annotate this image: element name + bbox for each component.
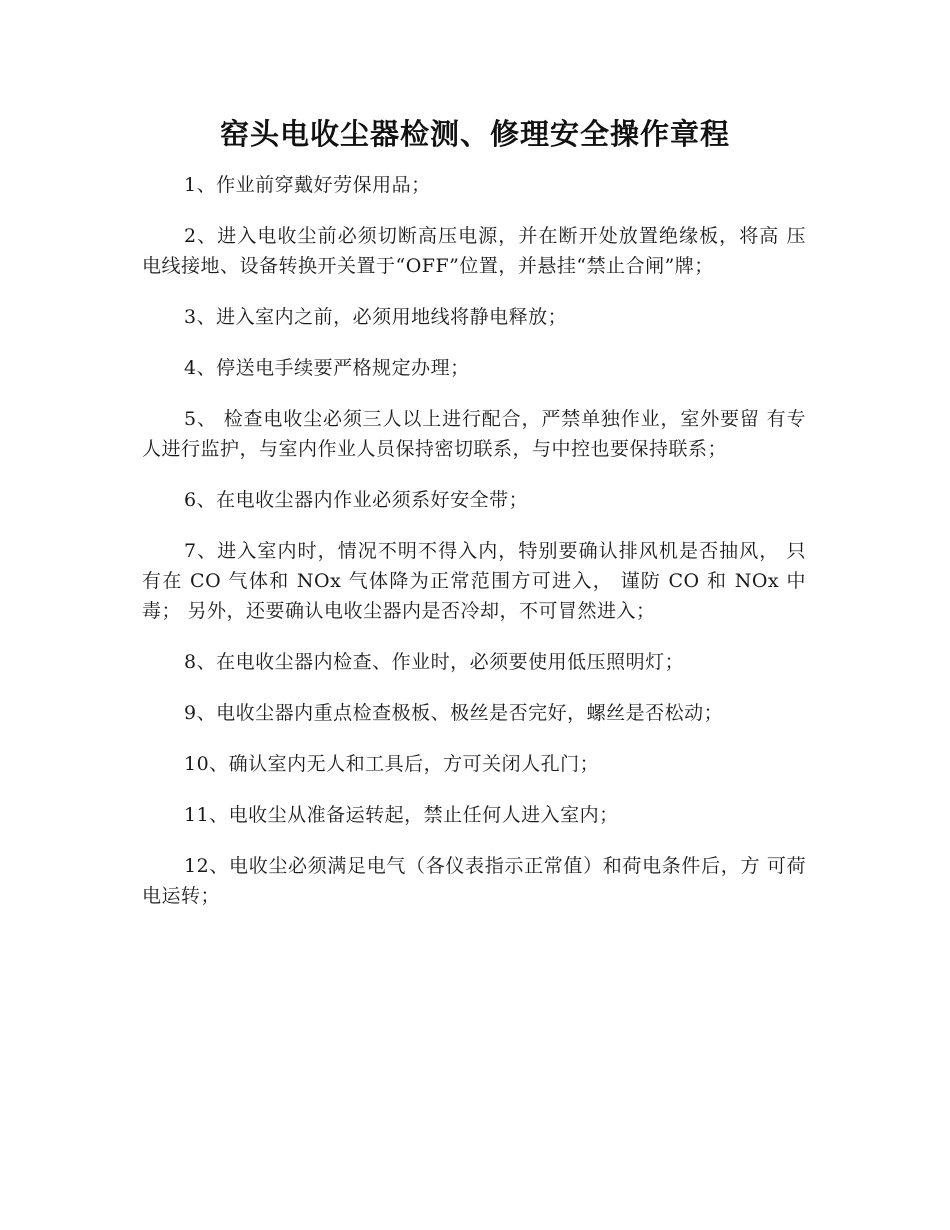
paragraph-6: 6、在电收尘器内作业必须系好安全带； xyxy=(184,489,529,511)
paragraph-5: 5、 检查电收尘必须三人以上进行配合，严禁单独作业，室外要留 有专人进行监护，与室内作业人员保持密切联系，与中控也要保持联系； xyxy=(142,408,806,460)
paragraph-8: 8、在电收尘器内检查、作业时，必须要使用低压照明灯； xyxy=(184,651,685,673)
paragraph-7: 7、进入室内时，情况不明不得入内，特别要确认排风机是否抽风， 只有在 CO 气体和 NOx 气体降为正常范围方可进入， 谨防 CO 和 NOx 中毒； 另外，还要确认电收尘器内是否冷却，不可冒然进入； xyxy=(142,540,806,622)
document-title: 窑头电收尘器检测、修理安全操作章程 xyxy=(219,117,730,151)
paragraph-3: 3、进入室内之前，必须用地线将静电释放； xyxy=(184,306,568,328)
paragraph-12: 12、电收尘必须满足电气（各仪表指示正常值）和荷电条件后，方 可荷电运转； xyxy=(142,855,806,907)
paragraph-1: 1、作业前穿戴好劳保用品； xyxy=(184,174,431,196)
paragraph-2: 2、进入电收尘前必须切断高压电源，并在断开处放置绝缘板，将高 压电线接地、设备转换开关置于“OFF”位置，并悬挂“禁止合闸”牌； xyxy=(142,225,806,277)
document-body xyxy=(142,170,806,932)
paragraph-10: 10、确认室内无人和工具后，方可关闭人孔门； xyxy=(184,753,600,775)
paragraph-9: 9、电收尘器内重点检查极板、极丝是否完好，螺丝是否松动； xyxy=(184,702,724,724)
paragraph-11: 11、电收尘从准备运转起，禁止任何人进入室内； xyxy=(184,804,619,826)
paragraph-4: 4、停送电手续要严格规定办理； xyxy=(184,357,470,379)
